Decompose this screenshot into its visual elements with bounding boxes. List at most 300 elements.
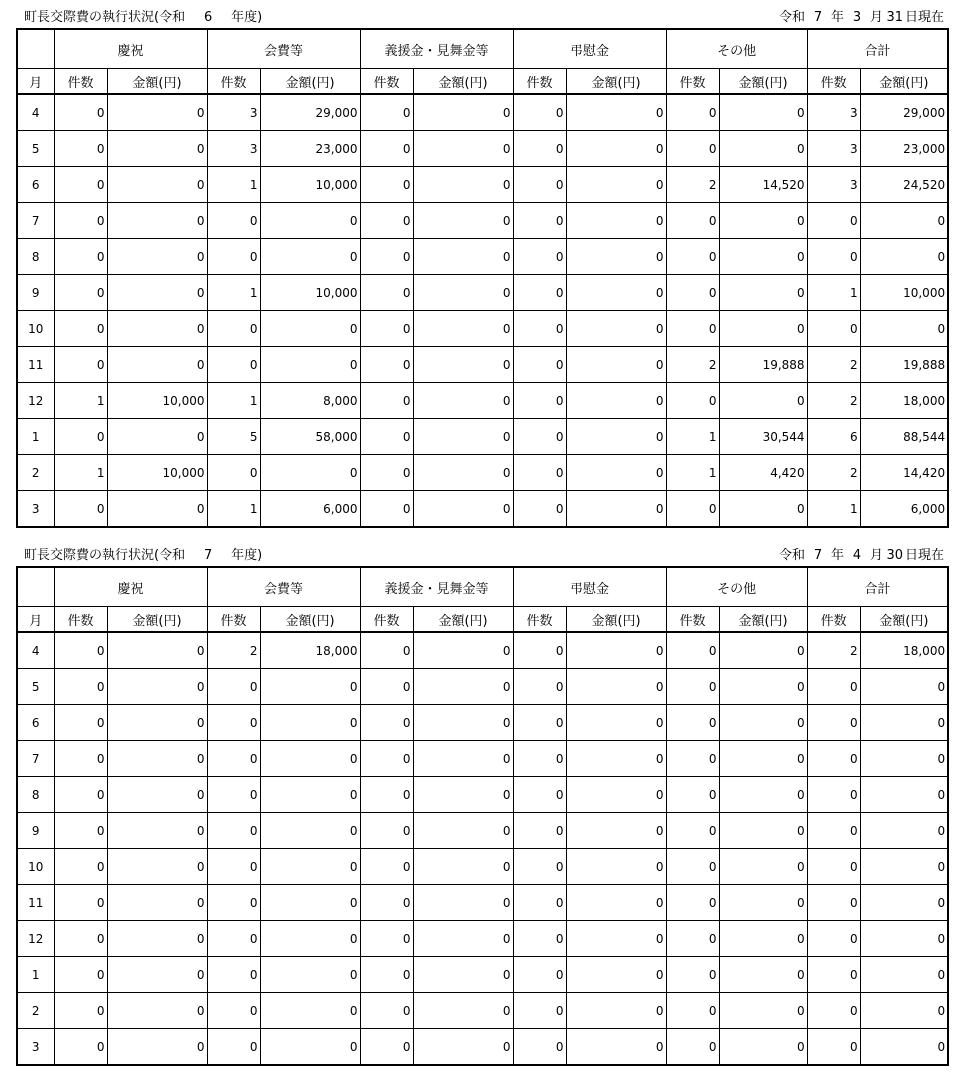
count-cell: 0 bbox=[807, 993, 860, 1029]
amount-cell: 0 bbox=[107, 921, 207, 957]
month-header: 月 bbox=[17, 69, 54, 95]
amount-cell: 0 bbox=[860, 921, 948, 957]
count-cell: 2 bbox=[807, 455, 860, 491]
table-row bbox=[17, 347, 948, 383]
amount-cell: 0 bbox=[413, 491, 513, 528]
amount-cell: 0 bbox=[107, 203, 207, 239]
amount-cell: 0 bbox=[107, 777, 207, 813]
amount-cell: 0 bbox=[107, 167, 207, 203]
amount-cell: 0 bbox=[566, 885, 666, 921]
count-cell: 0 bbox=[666, 632, 719, 669]
month-cell: 2 bbox=[17, 993, 54, 1029]
month-cell: 12 bbox=[17, 383, 54, 419]
count-cell: 0 bbox=[807, 669, 860, 705]
month-cell: 9 bbox=[17, 275, 54, 311]
amount-cell: 0 bbox=[566, 669, 666, 705]
month-cell: 8 bbox=[17, 777, 54, 813]
count-cell: 2 bbox=[666, 347, 719, 383]
category-header: 慶祝 bbox=[54, 567, 207, 607]
amount-cell: 0 bbox=[413, 632, 513, 669]
count-cell: 0 bbox=[54, 849, 107, 885]
amount-cell: 18,000 bbox=[260, 632, 360, 669]
category-header: 義援金・見舞金等 bbox=[360, 567, 513, 607]
amount-cell: 0 bbox=[107, 94, 207, 131]
amount-cell: 10,000 bbox=[260, 275, 360, 311]
amount-cell: 0 bbox=[860, 885, 948, 921]
amount-cell: 0 bbox=[719, 203, 807, 239]
amount-cell: 0 bbox=[260, 921, 360, 957]
count-cell: 0 bbox=[360, 921, 413, 957]
category-header: 弔慰金 bbox=[513, 567, 666, 607]
count-cell: 0 bbox=[666, 993, 719, 1029]
amount-cell: 0 bbox=[566, 94, 666, 131]
amount-cell: 0 bbox=[860, 813, 948, 849]
amount-cell: 0 bbox=[566, 1029, 666, 1066]
amount-cell: 0 bbox=[413, 993, 513, 1029]
count-cell: 0 bbox=[666, 957, 719, 993]
category-header: 慶祝 bbox=[54, 29, 207, 69]
count-cell: 1 bbox=[807, 275, 860, 311]
count-cell: 0 bbox=[360, 275, 413, 311]
amount-header: 金額(円) bbox=[107, 69, 207, 95]
count-cell: 0 bbox=[807, 849, 860, 885]
count-cell: 0 bbox=[207, 777, 260, 813]
count-cell: 0 bbox=[54, 669, 107, 705]
count-cell: 3 bbox=[207, 94, 260, 131]
month-cell: 7 bbox=[17, 203, 54, 239]
as-of-era: 令和 bbox=[778, 10, 805, 25]
count-cell: 0 bbox=[513, 203, 566, 239]
amount-header: 金額(円) bbox=[566, 607, 666, 633]
amount-cell: 23,000 bbox=[260, 131, 360, 167]
amount-cell: 0 bbox=[413, 94, 513, 131]
corner-cell bbox=[17, 29, 54, 69]
title-year: 7 bbox=[203, 548, 213, 563]
expense-table-section bbox=[16, 8, 946, 528]
count-cell: 0 bbox=[513, 239, 566, 275]
count-cell: 0 bbox=[513, 813, 566, 849]
table-row bbox=[17, 275, 948, 311]
amount-cell: 0 bbox=[260, 885, 360, 921]
count-cell: 0 bbox=[666, 131, 719, 167]
count-cell: 0 bbox=[807, 705, 860, 741]
amount-cell: 0 bbox=[719, 921, 807, 957]
table-row bbox=[17, 383, 948, 419]
count-cell: 3 bbox=[207, 131, 260, 167]
count-cell: 3 bbox=[807, 131, 860, 167]
count-cell: 0 bbox=[54, 167, 107, 203]
amount-cell: 0 bbox=[566, 957, 666, 993]
amount-cell: 0 bbox=[860, 993, 948, 1029]
amount-cell: 0 bbox=[107, 813, 207, 849]
table-row bbox=[17, 849, 948, 885]
amount-cell: 0 bbox=[260, 777, 360, 813]
amount-cell: 10,000 bbox=[260, 167, 360, 203]
count-cell: 0 bbox=[513, 632, 566, 669]
count-cell: 1 bbox=[666, 455, 719, 491]
count-cell: 2 bbox=[807, 383, 860, 419]
count-cell: 1 bbox=[666, 419, 719, 455]
amount-cell: 0 bbox=[413, 455, 513, 491]
count-cell: 0 bbox=[360, 383, 413, 419]
amount-cell: 0 bbox=[566, 203, 666, 239]
count-cell: 0 bbox=[513, 777, 566, 813]
title-prefix: 町長交際費の執行状況(令和 bbox=[24, 548, 186, 563]
count-cell: 0 bbox=[513, 167, 566, 203]
count-cell: 0 bbox=[360, 705, 413, 741]
amount-cell: 0 bbox=[719, 993, 807, 1029]
count-cell: 0 bbox=[54, 957, 107, 993]
amount-cell: 0 bbox=[860, 311, 948, 347]
as-of-day-label: 日現在 bbox=[904, 10, 944, 25]
amount-cell: 0 bbox=[566, 491, 666, 528]
count-cell: 0 bbox=[807, 777, 860, 813]
category-header: 弔慰金 bbox=[513, 29, 666, 69]
count-cell: 3 bbox=[807, 94, 860, 131]
amount-cell: 0 bbox=[860, 741, 948, 777]
amount-header: 金額(円) bbox=[719, 69, 807, 95]
count-cell: 0 bbox=[54, 239, 107, 275]
count-cell: 0 bbox=[360, 239, 413, 275]
count-cell: 0 bbox=[207, 741, 260, 777]
amount-header: 金額(円) bbox=[860, 607, 948, 633]
as-of-day: 31 bbox=[886, 10, 903, 25]
amount-cell: 0 bbox=[860, 1029, 948, 1066]
amount-cell: 0 bbox=[566, 383, 666, 419]
amount-cell: 0 bbox=[566, 347, 666, 383]
amount-cell: 0 bbox=[107, 957, 207, 993]
count-cell: 0 bbox=[207, 239, 260, 275]
month-cell: 12 bbox=[17, 921, 54, 957]
count-header: 件数 bbox=[360, 69, 413, 95]
count-cell: 0 bbox=[513, 1029, 566, 1066]
amount-header: 金額(円) bbox=[260, 607, 360, 633]
count-cell: 0 bbox=[360, 131, 413, 167]
count-cell: 0 bbox=[513, 455, 566, 491]
count-cell: 0 bbox=[54, 813, 107, 849]
category-header: 義援金・見舞金等 bbox=[360, 29, 513, 69]
amount-header: 金額(円) bbox=[719, 607, 807, 633]
amount-cell: 0 bbox=[260, 993, 360, 1029]
count-cell: 0 bbox=[807, 813, 860, 849]
as-of-year-label: 年 bbox=[830, 10, 844, 25]
count-cell: 2 bbox=[807, 632, 860, 669]
count-cell: 5 bbox=[207, 419, 260, 455]
as-of-day-label: 日現在 bbox=[904, 548, 944, 563]
amount-cell: 0 bbox=[107, 993, 207, 1029]
count-cell: 0 bbox=[807, 203, 860, 239]
amount-cell: 0 bbox=[260, 849, 360, 885]
count-cell: 0 bbox=[207, 921, 260, 957]
count-cell: 0 bbox=[666, 311, 719, 347]
amount-cell: 0 bbox=[719, 849, 807, 885]
amount-cell: 29,000 bbox=[260, 94, 360, 131]
count-cell: 3 bbox=[807, 167, 860, 203]
count-cell: 0 bbox=[666, 885, 719, 921]
amount-cell: 0 bbox=[719, 94, 807, 131]
count-cell: 0 bbox=[207, 455, 260, 491]
amount-cell: 8,000 bbox=[260, 383, 360, 419]
amount-cell: 0 bbox=[107, 849, 207, 885]
count-cell: 0 bbox=[360, 741, 413, 777]
amount-cell: 0 bbox=[107, 632, 207, 669]
amount-cell: 0 bbox=[107, 741, 207, 777]
count-cell: 0 bbox=[54, 741, 107, 777]
count-cell: 0 bbox=[513, 885, 566, 921]
amount-cell: 0 bbox=[566, 239, 666, 275]
count-cell: 0 bbox=[807, 311, 860, 347]
as-of-year: 7 bbox=[813, 548, 823, 563]
amount-cell: 6,000 bbox=[860, 491, 948, 528]
table-row bbox=[17, 491, 948, 528]
amount-cell: 0 bbox=[260, 239, 360, 275]
table-row bbox=[17, 419, 948, 455]
amount-cell: 0 bbox=[107, 885, 207, 921]
amount-cell: 0 bbox=[107, 347, 207, 383]
amount-cell: 29,000 bbox=[860, 94, 948, 131]
amount-cell: 0 bbox=[719, 957, 807, 993]
amount-cell: 0 bbox=[860, 669, 948, 705]
count-cell: 1 bbox=[54, 383, 107, 419]
count-cell: 0 bbox=[513, 347, 566, 383]
category-header: 会費等 bbox=[207, 567, 360, 607]
amount-cell: 0 bbox=[566, 311, 666, 347]
table-row bbox=[17, 632, 948, 669]
amount-cell: 0 bbox=[413, 885, 513, 921]
amount-cell: 0 bbox=[566, 993, 666, 1029]
count-header: 件数 bbox=[207, 607, 260, 633]
month-cell: 4 bbox=[17, 632, 54, 669]
month-cell: 9 bbox=[17, 813, 54, 849]
amount-cell: 4,420 bbox=[719, 455, 807, 491]
count-cell: 0 bbox=[513, 993, 566, 1029]
amount-cell: 23,000 bbox=[860, 131, 948, 167]
amount-cell: 0 bbox=[260, 311, 360, 347]
amount-cell: 0 bbox=[107, 275, 207, 311]
as-of-day: 30 bbox=[886, 548, 903, 563]
month-cell: 6 bbox=[17, 167, 54, 203]
count-cell: 0 bbox=[666, 741, 719, 777]
amount-cell: 0 bbox=[260, 669, 360, 705]
count-cell: 0 bbox=[513, 957, 566, 993]
amount-cell: 0 bbox=[719, 491, 807, 528]
count-header: 件数 bbox=[666, 607, 719, 633]
count-cell: 0 bbox=[513, 311, 566, 347]
as-of-year-label: 年 bbox=[830, 548, 844, 563]
table-row bbox=[17, 1029, 948, 1066]
amount-cell: 0 bbox=[719, 777, 807, 813]
count-header: 件数 bbox=[54, 607, 107, 633]
amount-cell: 0 bbox=[860, 203, 948, 239]
amount-cell: 0 bbox=[413, 311, 513, 347]
as-of-month: 3 bbox=[852, 10, 862, 25]
count-cell: 0 bbox=[666, 777, 719, 813]
as-of-month-label: 月 bbox=[869, 548, 883, 563]
count-cell: 0 bbox=[360, 1029, 413, 1066]
amount-cell: 0 bbox=[566, 705, 666, 741]
count-cell: 0 bbox=[54, 1029, 107, 1066]
table-row bbox=[17, 957, 948, 993]
amount-cell: 0 bbox=[719, 885, 807, 921]
count-cell: 2 bbox=[207, 632, 260, 669]
count-cell: 0 bbox=[207, 705, 260, 741]
count-cell: 0 bbox=[360, 813, 413, 849]
amount-cell: 0 bbox=[260, 347, 360, 383]
amount-cell: 0 bbox=[566, 777, 666, 813]
amount-cell: 0 bbox=[719, 275, 807, 311]
category-header: 合計 bbox=[807, 29, 948, 69]
as-of-year: 7 bbox=[813, 10, 823, 25]
title-year: 6 bbox=[203, 10, 213, 25]
count-cell: 0 bbox=[207, 203, 260, 239]
amount-cell: 0 bbox=[860, 777, 948, 813]
count-cell: 1 bbox=[207, 167, 260, 203]
amount-cell: 0 bbox=[413, 741, 513, 777]
count-cell: 0 bbox=[54, 131, 107, 167]
count-cell: 1 bbox=[207, 383, 260, 419]
count-cell: 0 bbox=[666, 849, 719, 885]
month-cell: 10 bbox=[17, 849, 54, 885]
count-cell: 0 bbox=[807, 1029, 860, 1066]
amount-cell: 0 bbox=[566, 813, 666, 849]
count-cell: 0 bbox=[207, 957, 260, 993]
amount-cell: 0 bbox=[413, 275, 513, 311]
count-cell: 1 bbox=[54, 455, 107, 491]
category-header: 合計 bbox=[807, 567, 948, 607]
count-cell: 0 bbox=[360, 203, 413, 239]
amount-cell: 0 bbox=[107, 705, 207, 741]
amount-cell: 0 bbox=[413, 813, 513, 849]
count-cell: 0 bbox=[513, 705, 566, 741]
count-cell: 0 bbox=[513, 419, 566, 455]
category-header-row bbox=[17, 567, 948, 607]
table-row bbox=[17, 741, 948, 777]
table-row bbox=[17, 131, 948, 167]
amount-cell: 18,000 bbox=[860, 632, 948, 669]
amount-cell: 0 bbox=[260, 455, 360, 491]
amount-cell: 0 bbox=[413, 849, 513, 885]
count-cell: 1 bbox=[807, 491, 860, 528]
count-cell: 0 bbox=[54, 347, 107, 383]
count-cell: 0 bbox=[666, 813, 719, 849]
count-cell: 0 bbox=[207, 1029, 260, 1066]
amount-cell: 0 bbox=[719, 383, 807, 419]
month-cell: 1 bbox=[17, 419, 54, 455]
amount-cell: 6,000 bbox=[260, 491, 360, 528]
count-cell: 0 bbox=[360, 94, 413, 131]
amount-cell: 0 bbox=[260, 813, 360, 849]
amount-cell: 0 bbox=[566, 419, 666, 455]
amount-cell: 19,888 bbox=[860, 347, 948, 383]
count-cell: 0 bbox=[207, 347, 260, 383]
table-title bbox=[24, 546, 262, 566]
count-cell: 0 bbox=[666, 491, 719, 528]
amount-header: 金額(円) bbox=[860, 69, 948, 95]
amount-cell: 0 bbox=[566, 632, 666, 669]
count-header: 件数 bbox=[54, 69, 107, 95]
count-cell: 0 bbox=[513, 94, 566, 131]
count-cell: 0 bbox=[666, 705, 719, 741]
amount-cell: 0 bbox=[260, 741, 360, 777]
column-header-row bbox=[17, 607, 948, 633]
amount-cell: 0 bbox=[413, 203, 513, 239]
amount-cell: 0 bbox=[107, 419, 207, 455]
table-row bbox=[17, 239, 948, 275]
month-cell: 4 bbox=[17, 94, 54, 131]
amount-cell: 10,000 bbox=[860, 275, 948, 311]
count-cell: 0 bbox=[360, 957, 413, 993]
count-cell: 0 bbox=[54, 777, 107, 813]
amount-cell: 0 bbox=[860, 239, 948, 275]
month-cell: 5 bbox=[17, 131, 54, 167]
count-cell: 0 bbox=[360, 993, 413, 1029]
count-cell: 0 bbox=[513, 849, 566, 885]
count-cell: 0 bbox=[513, 491, 566, 528]
amount-cell: 58,000 bbox=[260, 419, 360, 455]
count-cell: 0 bbox=[207, 669, 260, 705]
count-cell: 2 bbox=[666, 167, 719, 203]
title-prefix: 町長交際費の執行状況(令和 bbox=[24, 10, 186, 25]
count-cell: 1 bbox=[207, 275, 260, 311]
count-cell: 0 bbox=[666, 275, 719, 311]
amount-cell: 0 bbox=[413, 957, 513, 993]
amount-cell: 0 bbox=[107, 131, 207, 167]
amount-cell: 0 bbox=[566, 167, 666, 203]
count-cell: 0 bbox=[513, 131, 566, 167]
count-cell: 0 bbox=[513, 669, 566, 705]
amount-cell: 0 bbox=[566, 131, 666, 167]
amount-cell: 0 bbox=[260, 705, 360, 741]
corner-cell bbox=[17, 567, 54, 607]
expense-table bbox=[16, 28, 949, 528]
table-row bbox=[17, 455, 948, 491]
amount-cell: 0 bbox=[413, 239, 513, 275]
count-cell: 0 bbox=[360, 849, 413, 885]
amount-cell: 10,000 bbox=[107, 455, 207, 491]
amount-cell: 0 bbox=[260, 203, 360, 239]
count-cell: 0 bbox=[360, 347, 413, 383]
amount-cell: 0 bbox=[413, 383, 513, 419]
amount-cell: 0 bbox=[719, 1029, 807, 1066]
as-of-month-label: 月 bbox=[869, 10, 883, 25]
amount-cell: 0 bbox=[566, 741, 666, 777]
table-row bbox=[17, 311, 948, 347]
count-cell: 0 bbox=[54, 491, 107, 528]
category-header: その他 bbox=[666, 567, 807, 607]
count-header: 件数 bbox=[513, 607, 566, 633]
table-row bbox=[17, 885, 948, 921]
month-cell: 7 bbox=[17, 741, 54, 777]
month-header: 月 bbox=[17, 607, 54, 633]
month-cell: 1 bbox=[17, 957, 54, 993]
count-cell: 0 bbox=[207, 993, 260, 1029]
table-row bbox=[17, 993, 948, 1029]
amount-cell: 0 bbox=[413, 669, 513, 705]
amount-cell: 0 bbox=[107, 491, 207, 528]
amount-header: 金額(円) bbox=[566, 69, 666, 95]
amount-cell: 88,544 bbox=[860, 419, 948, 455]
amount-cell: 0 bbox=[107, 1029, 207, 1066]
count-cell: 0 bbox=[666, 921, 719, 957]
count-cell: 0 bbox=[54, 993, 107, 1029]
amount-cell: 0 bbox=[413, 1029, 513, 1066]
count-cell: 0 bbox=[807, 957, 860, 993]
count-cell: 0 bbox=[807, 741, 860, 777]
amount-cell: 0 bbox=[860, 957, 948, 993]
count-cell: 0 bbox=[360, 632, 413, 669]
table-row bbox=[17, 921, 948, 957]
amount-cell: 0 bbox=[413, 419, 513, 455]
